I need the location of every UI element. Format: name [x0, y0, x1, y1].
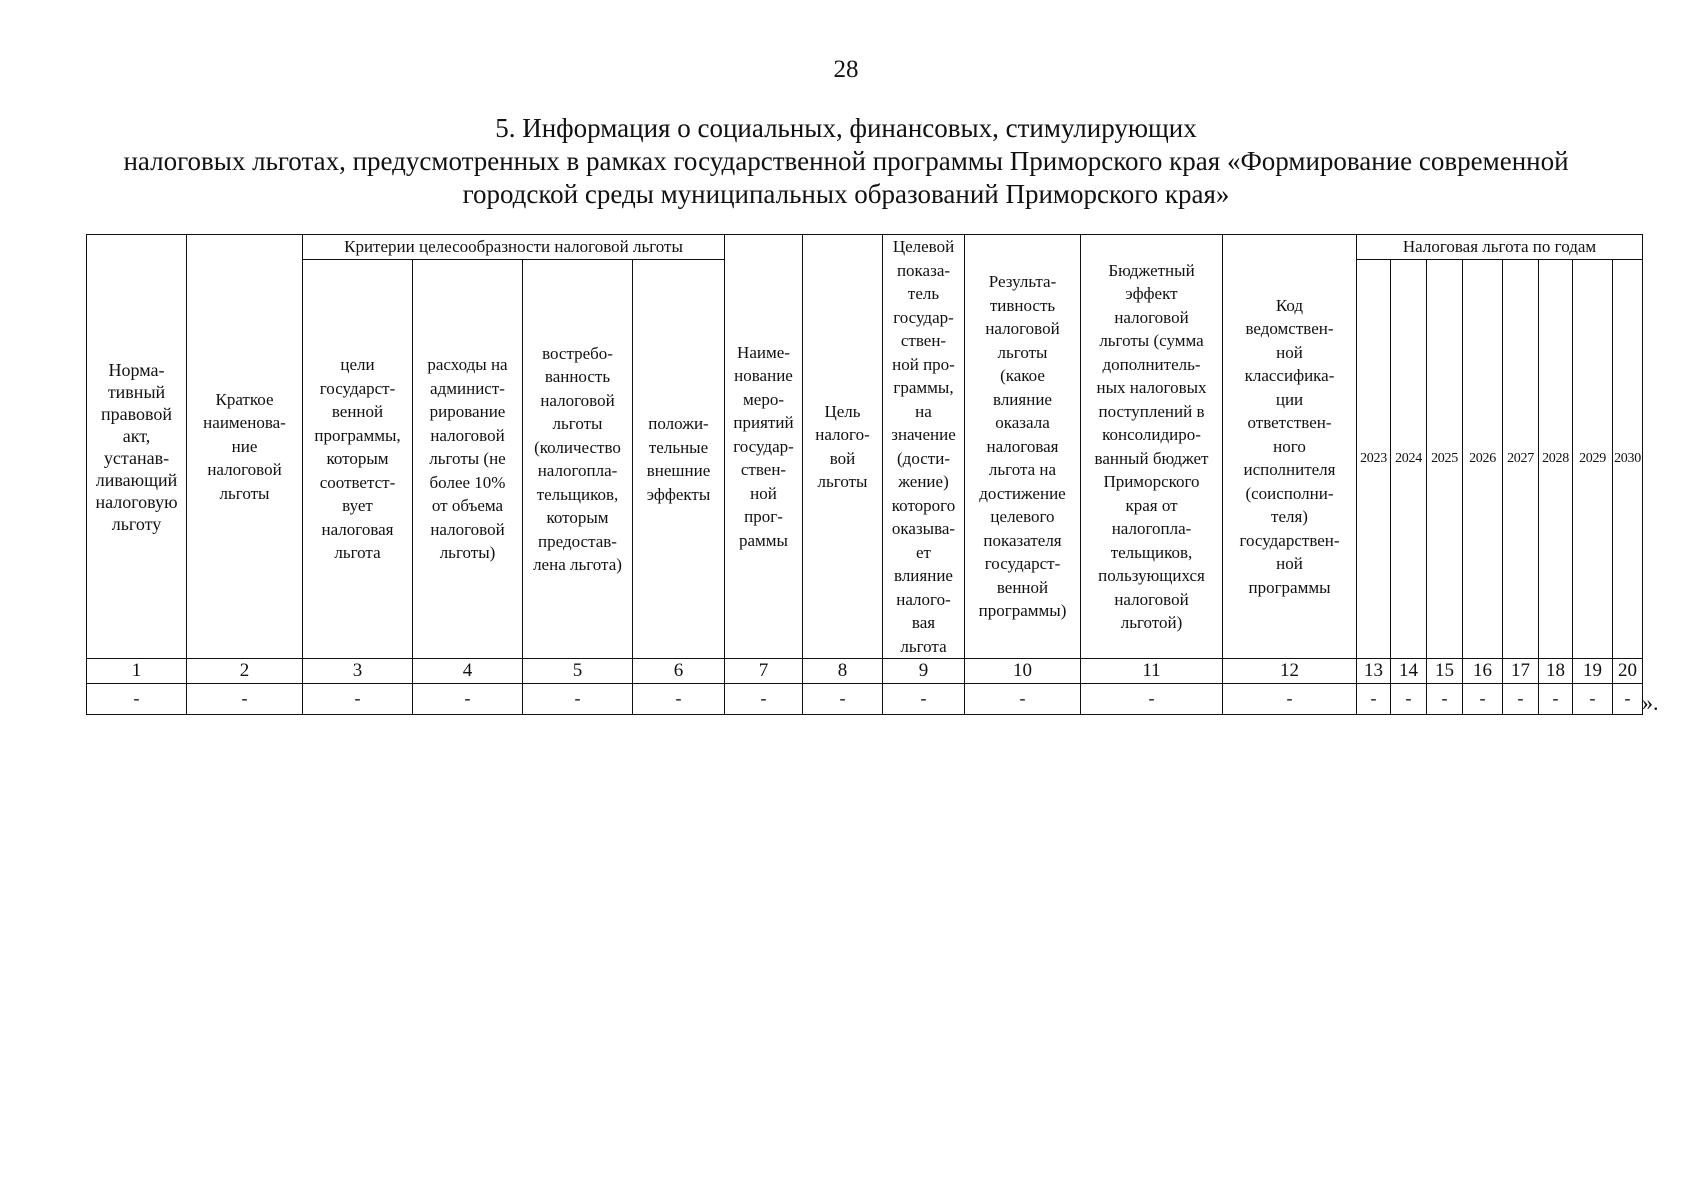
- header-year: 2026: [1463, 260, 1503, 659]
- table-cell: -: [1463, 684, 1503, 715]
- header-year: 2030: [1613, 260, 1643, 659]
- header-admin-costs: расходы на админист- рирование налоговой льготы (не более 10% от объема налоговой льготы): [413, 260, 523, 659]
- header-criteria-group: Критерии целесообразности налоговой льготы: [303, 235, 725, 260]
- table-cell: -: [883, 684, 965, 715]
- title-line-3: городской среды муниципальных образований Приморского края»: [462, 179, 1230, 209]
- table-cell: -: [633, 684, 725, 715]
- column-number: 13: [1357, 659, 1391, 684]
- tax-benefits-table: [86, 234, 1643, 715]
- column-number: 8: [803, 659, 883, 684]
- table-cell: -: [1357, 684, 1391, 715]
- header-year: 2023: [1357, 260, 1391, 659]
- header-target-indicator: Целевой показа- тель государ- ствен- ной про- граммы, на значение (дости- жение) которого оказыва- ет влияние налого- вая льгота: [883, 235, 965, 659]
- header-year: 2028: [1539, 260, 1573, 659]
- column-number: 5: [523, 659, 633, 684]
- table-cell: -: [1427, 684, 1463, 715]
- header-row-1: [87, 235, 1643, 260]
- column-number: 11: [1081, 659, 1223, 684]
- column-number: 1: [87, 659, 187, 684]
- header-benefit-name: Краткое наименова- ние налоговой льготы: [187, 235, 303, 659]
- table-cell: -: [1573, 684, 1613, 715]
- header-legal-act: Норма- тивный правовой акт, устанав- ливающий налоговую льготу: [87, 235, 187, 659]
- header-year: 2029: [1573, 260, 1613, 659]
- column-number: 17: [1503, 659, 1539, 684]
- table-cell: -: [1539, 684, 1573, 715]
- header-year: 2027: [1503, 260, 1539, 659]
- table-cell: -: [1613, 684, 1643, 715]
- table-cell: -: [303, 684, 413, 715]
- column-number: 12: [1223, 659, 1357, 684]
- table-cell: -: [1223, 684, 1357, 715]
- column-number: 2: [187, 659, 303, 684]
- column-number: 14: [1391, 659, 1427, 684]
- column-number: 20: [1613, 659, 1643, 684]
- table-cell: -: [1391, 684, 1427, 715]
- page-number: 28: [833, 56, 859, 83]
- column-number: 3: [303, 659, 413, 684]
- table-cell: -: [1503, 684, 1539, 715]
- table-cell: -: [803, 684, 883, 715]
- header-benefit-goal: Цель налого- вой льготы: [803, 235, 883, 659]
- table-cell: -: [87, 684, 187, 715]
- header-program-activities: Наиме- нование меро- приятий государ- ствен- ной прог- раммы: [725, 235, 803, 659]
- table-cell: -: [413, 684, 523, 715]
- title-line-2: налоговых льготах, предусмотренных в рамках государственной программы Приморского края «Формирование современной: [123, 146, 1569, 176]
- header-external-effects: положи- тельные внешние эффекты: [633, 260, 725, 659]
- table-cell: -: [523, 684, 633, 715]
- header-demand: востребо- ванность налоговой льготы (количество налогопла- тельщиков, которым предостав- лена льгота): [523, 260, 633, 659]
- column-number: 4: [413, 659, 523, 684]
- column-number: 7: [725, 659, 803, 684]
- header-department-code: Код ведомствен- ной классифика- ции ответствен- ного исполнителя (соисполни- теля) государствен- ной программы: [1223, 235, 1357, 659]
- table-row: [87, 684, 1643, 715]
- column-number: 19: [1573, 659, 1613, 684]
- column-number: 9: [883, 659, 965, 684]
- closing-quote-mark: ».: [1642, 690, 1659, 715]
- header-year: 2024: [1391, 260, 1427, 659]
- table-cell: -: [965, 684, 1081, 715]
- table-cell: -: [1081, 684, 1223, 715]
- column-number: 6: [633, 659, 725, 684]
- column-number: 10: [965, 659, 1081, 684]
- title-line-1: 5. Информация о социальных, финансовых, стимулирующих: [495, 113, 1197, 143]
- table-cell: -: [725, 684, 803, 715]
- column-number: 15: [1427, 659, 1463, 684]
- document-title: [60, 112, 1632, 211]
- header-years-group: Налоговая льгота по годам: [1357, 235, 1643, 260]
- table-cell: -: [187, 684, 303, 715]
- header-budget-effect: Бюджетный эффект налоговой льготы (сумма дополнитель- ных налоговых поступлений в консолидиро- ванный бюджет Приморского края от налогопла- тельщиков, пользующихся налоговой льготой): [1081, 235, 1223, 659]
- column-number: 16: [1463, 659, 1503, 684]
- column-number-row: [87, 659, 1643, 684]
- header-program-goals: цели государст- венной программы, которым соответст- вует налоговая льгота: [303, 260, 413, 659]
- header-effectiveness: Результа- тивность налоговой льготы (какое влияние оказала налоговая льгота на достижение целевого показателя государст- венной программы): [965, 235, 1081, 659]
- header-year: 2025: [1427, 260, 1463, 659]
- column-number: 18: [1539, 659, 1573, 684]
